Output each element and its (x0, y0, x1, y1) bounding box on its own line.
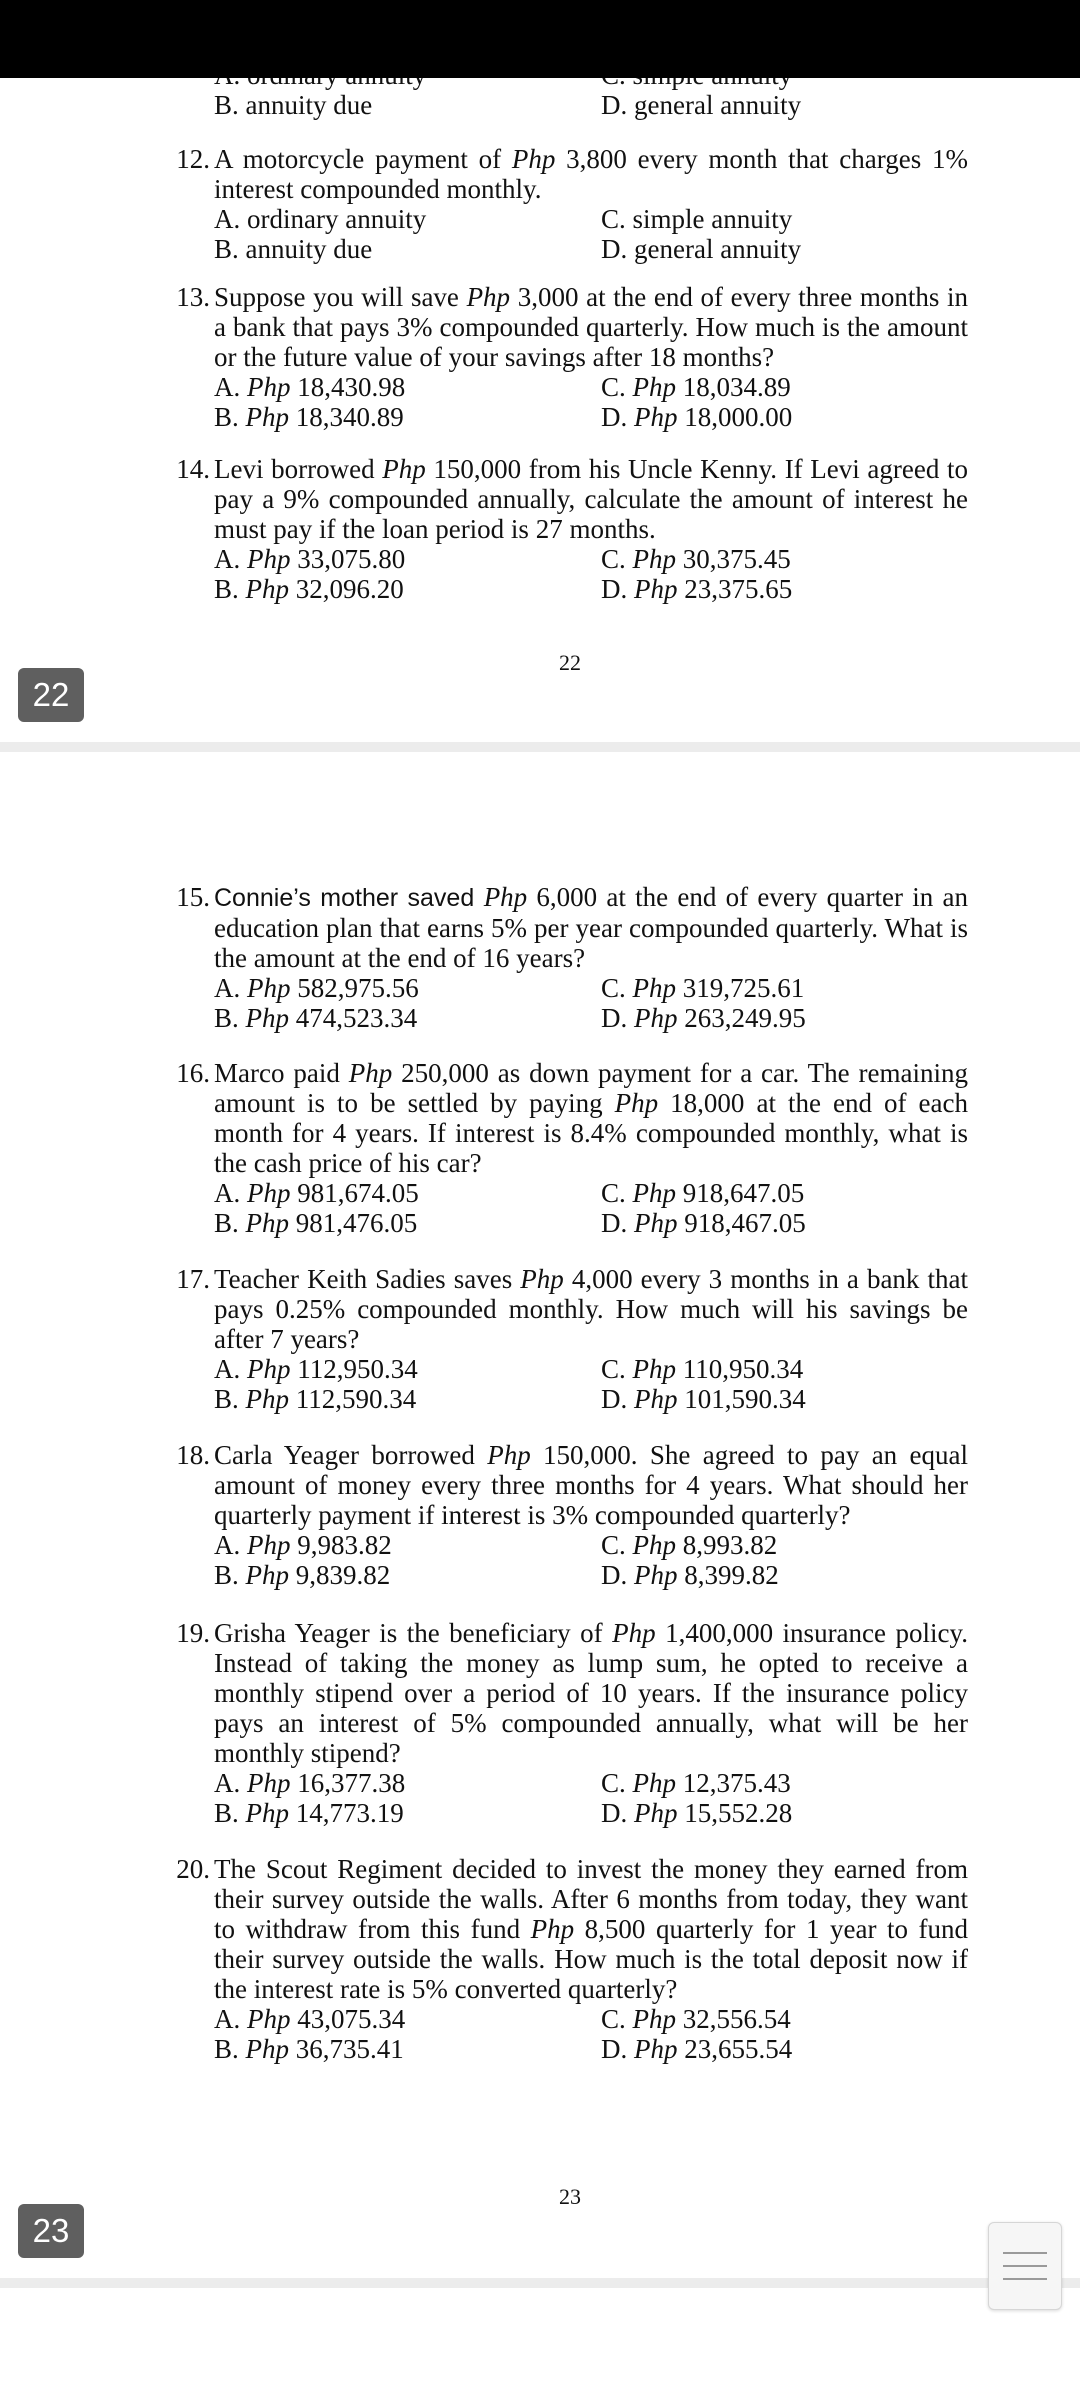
option-b: B. annuity due (214, 90, 373, 120)
question-14 (158, 454, 968, 604)
question-number: 15. (176, 882, 210, 912)
answer-options (214, 544, 968, 604)
answer-options (214, 2004, 968, 2064)
question-20 (158, 1854, 968, 2064)
option-c: C. Php 32,556.54 (601, 2004, 791, 2034)
option-b: B. Php 18,340.89 (214, 402, 404, 432)
answer-options (214, 1530, 968, 1590)
question-text: The Scout Regiment decided to invest the money they earned from their survey outside the walls. After 6 months from today, they want to withdraw from this fund Php 8,500 quarterly for 1 year to fund their survey outside the walls. How much is the total deposit now if the interest rate is 5% converted quarterly? (214, 1854, 968, 2004)
option-d: D. Php 918,467.05 (601, 1208, 806, 1238)
option-d: D. Php 18,000.00 (601, 402, 793, 432)
question-number: 12. (176, 144, 210, 174)
question-text: Marco paid Php 250,000 as down payment for a car. The remaining amount is to be settled by paying Php 18,000 at the end of each month for 4 years. If interest is 8.4% compounded monthly, what is the cash price of his car? (214, 1058, 968, 1178)
question-text: Suppose you will save Php 3,000 at the end of every three months in a bank that pays 3% compounded quarterly. How much is the amount or the future value of your savings after 18 months? (214, 282, 968, 372)
answer-options (214, 1178, 968, 1238)
option-b: B. annuity due (214, 234, 373, 264)
answer-options (214, 1768, 968, 1828)
option-d: D. Php 23,655.54 (601, 2034, 793, 2064)
option-c: C. Php 918,647.05 (601, 1178, 805, 1208)
option-a: A. Php 18,430.98 (214, 372, 406, 402)
page-number: 22 (559, 650, 581, 675)
question-19 (158, 1618, 968, 1828)
question-12 (158, 144, 968, 264)
document-page-22 (0, 0, 1080, 742)
option-b: B. Php 981,476.05 (214, 1208, 418, 1238)
question-text: Levi borrowed Php 150,000 from his Uncle Kenny. If Levi agreed to pay a 9% compounded annually, calculate the amount of interest he must pay if the loan period is 27 months. (214, 454, 968, 544)
answer-options (214, 973, 968, 1033)
document-page-23 (0, 752, 1080, 2278)
option-d: D. general annuity (601, 90, 802, 120)
option-b: B. Php 112,590.34 (214, 1384, 417, 1414)
option-a: A. Php 112,950.34 (214, 1354, 418, 1384)
question-number: 13. (176, 282, 210, 312)
question-number: 18. (176, 1440, 210, 1470)
option-b: B. Php 9,839.82 (214, 1560, 391, 1590)
option-a: A. ordinary annuity (214, 204, 427, 234)
page-badge: 22 (18, 668, 84, 722)
option-d: D. Php 23,375.65 (601, 574, 793, 604)
option-c: C. Php 110,950.34 (601, 1354, 804, 1384)
question-text: Grisha Yeager is the beneficiary of Php 1,400,000 insurance policy. Instead of taking the money as lump sum, he opted to receive a monthly stipend over a period of 10 years. If the insurance policy pays an interest of 5% compounded annually, what will be her monthly stipend? (214, 1618, 968, 1768)
question-17 (158, 1264, 968, 1414)
page-badge: 23 (18, 2204, 84, 2258)
option-c: C. Php 18,034.89 (601, 372, 791, 402)
option-b: B. Php 474,523.34 (214, 1003, 418, 1033)
page-divider (0, 742, 1080, 752)
question-number: 20. (176, 1854, 210, 1884)
question-16 (158, 1058, 968, 1238)
menu-icon[interactable] (988, 2222, 1062, 2310)
question-number: 19. (176, 1618, 210, 1648)
option-c: C. Php 319,725.61 (601, 973, 805, 1003)
question-18 (158, 1440, 968, 1590)
option-d: D. Php 15,552.28 (601, 1798, 793, 1828)
option-a: A. Php 981,674.05 (214, 1178, 419, 1208)
option-b: B. Php 32,096.20 (214, 574, 404, 604)
option-a: A. Php 582,975.56 (214, 973, 419, 1003)
option-c: C. Php 12,375.43 (601, 1768, 791, 1798)
option-a: A. Php 43,075.34 (214, 2004, 406, 2034)
option-b: B. Php 36,735.41 (214, 2034, 404, 2064)
answer-options (214, 372, 968, 432)
option-c: C. Php 8,993.82 (601, 1530, 778, 1560)
question-13 (158, 282, 968, 432)
question-text: A motorcycle payment of Php 3,800 every month that charges 1% interest compounded monthly. (214, 144, 968, 204)
page-number: 23 (559, 2184, 581, 2209)
question-text: Connie’s mother saved Php 6,000 at the end of every quarter in an education plan that earns 5% per year compounded quarterly. What is the amount at the end of 16 years? (214, 882, 969, 973)
option-d: D. general annuity (601, 234, 802, 264)
answer-options (214, 204, 968, 264)
option-d: D. Php 8,399.82 (601, 1560, 779, 1590)
page-divider (0, 2278, 1080, 2288)
option-a: A. Php 33,075.80 (214, 544, 406, 574)
answer-options (214, 1354, 968, 1414)
option-a: A. Php 9,983.82 (214, 1530, 392, 1560)
question-text: Carla Yeager borrowed Php 150,000. She agreed to pay an equal amount of money every three months for 4 years. What should her quarterly payment if interest is 3% compounded quarterly? (214, 1440, 968, 1530)
option-d: D. Php 263,249.95 (601, 1003, 806, 1033)
question-number: 14. (176, 454, 210, 484)
question-text: Teacher Keith Sadies saves Php 4,000 every 3 months in a bank that pays 0.25% compounded monthly. How much will his savings be after 7 years? (214, 1264, 968, 1354)
option-b: B. Php 14,773.19 (214, 1798, 404, 1828)
option-d: D. Php 101,590.34 (601, 1384, 806, 1414)
option-c: C. simple annuity (601, 204, 793, 234)
question-number: 17. (176, 1264, 210, 1294)
option-a: A. Php 16,377.38 (214, 1768, 406, 1798)
question-number: 16. (176, 1058, 210, 1088)
status-bar (0, 0, 1080, 78)
question-15 (158, 882, 968, 1033)
option-c: C. Php 30,375.45 (601, 544, 791, 574)
